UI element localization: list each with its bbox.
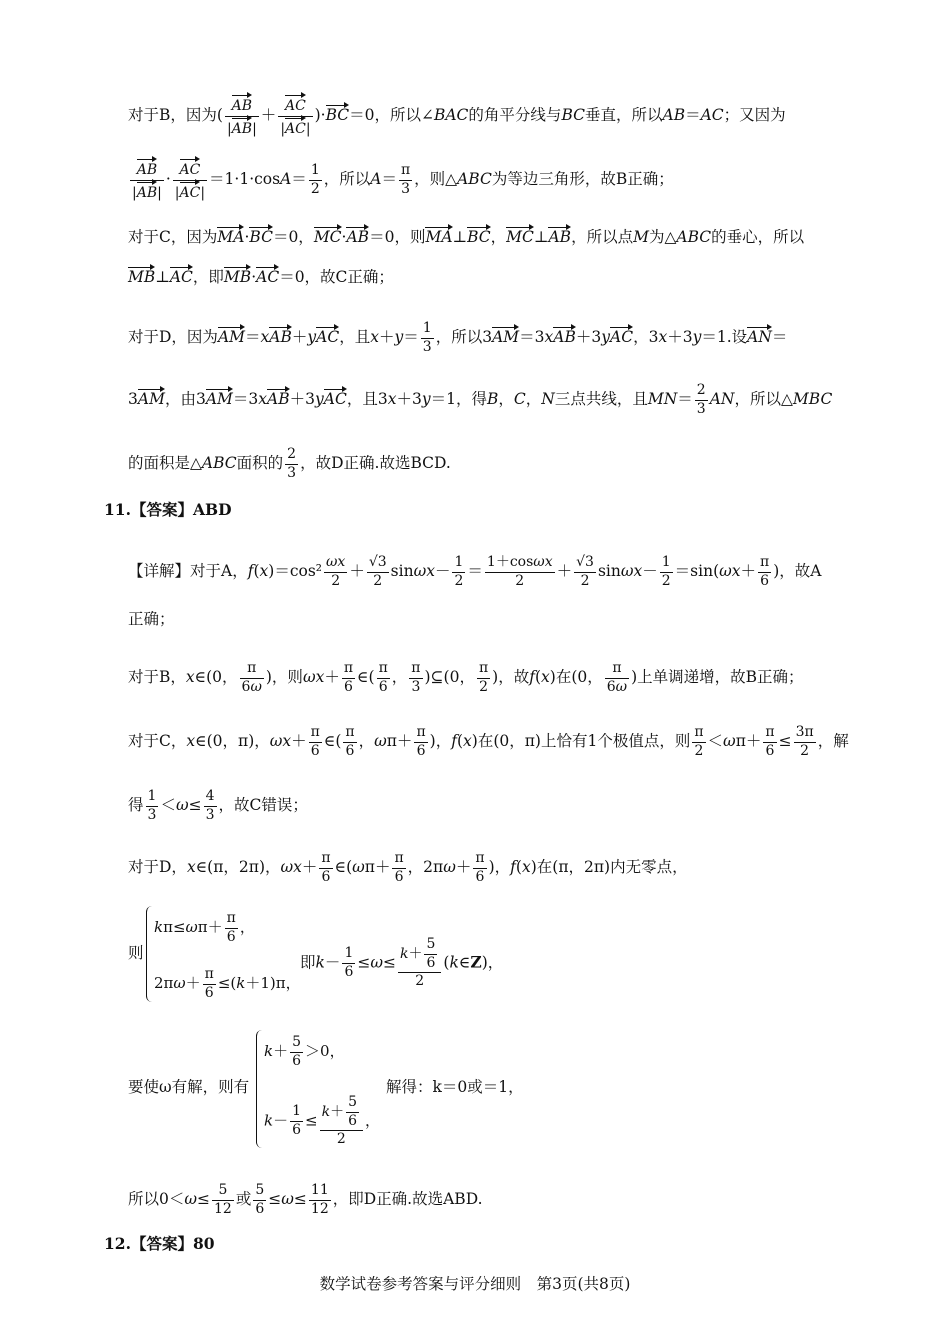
option-c-line1: 对于C，因为MA·BC＝0，MC·AB＝0，则MA⊥BC，MC⊥AB，所以点M为△ABC的垂心，所以 <box>128 228 805 246</box>
q11-d-need: 要使ω有解，则有 <box>128 1078 250 1096</box>
q11-d-final: 所以0＜ω≤ $\frac{5}{12}$ 或 $\frac{5}{6}$ ≤ω≤ $\frac{11}{12}$ ，即D正确.故选ABD. <box>128 1182 483 1217</box>
option-b-line2: $\frac{AB}{|AB|}$ · $\frac{AC}{|AC|}$ ＝1·1·cosA＝ $\frac{1}{2}$ ，所以A＝ $\frac{\pi}{3}$ ，则△ABC为等边三角形，故B正确； <box>128 158 674 202</box>
option-c-line2: MB⊥AC，即MB·AC＝0，故C正确； <box>128 268 394 286</box>
q11-option-b: 对于B，x∈(0， $\frac{\pi}{6\omega}$ )，则ωx＋ $\frac{\pi}{6}$ ∈( $\frac{\pi}{6}$ ， $\frac{\pi}{3}$ )⊆(0， $\frac{\pi}{2}$ )，故f(x)在(0， $\frac{\pi}{6\omega}$ )上单调递增，故B正确； <box>128 660 804 695</box>
q11-a-end: 正确； <box>128 610 175 628</box>
option-d-line2: 3AM，由3AM＝3xAB＋3yAC，且3x＋3y＝1，得B，C，N三点共线，且MN＝ $\frac{2}{3}$ AN，所以△MBC <box>128 382 833 417</box>
question-12-answer: 12.【答案】80 <box>104 1234 215 1253</box>
option-b-line1: 对于B，因为( $\frac{AB}{|AB|}$ ＋ $\frac{AC}{|AC|}$ )·BC＝0，所以∠BAC的角平分线与BC垂直，所以AB＝AC；又因为 <box>128 94 786 138</box>
q11-detail-a: 【详解】对于A，f(x)＝cos² $\frac{\omega x}{2}$ ＋ $\frac{√3}{2}$ sinωx－ $\frac{1}{2}$ ＝ $\frac{1+\cos\omega x}{2}$ ＋ $\frac{√3}{2}$ sinωx－ $\frac{1}{2}$ ＝sin(ωx＋ $\frac{\pi}{6}$ )，故A <box>128 554 822 589</box>
q11-d-ie: 即k－ $\frac{1}{6}$ ≤ω≤ k＋ $\frac{5}{6}$ 2 (k∈Z)， <box>300 936 504 989</box>
b-line1-text-pre: 对于B，因为( <box>128 106 223 124</box>
q11-option-d-line1: 对于D，x∈(π，2π)，ωx＋ $\frac{\pi}{6}$ ∈(ωπ＋ $\frac{\pi}{6}$ ，2πω＋ $\frac{\pi}{6}$ )，f(x)在(π，2π)内无零点， <box>128 850 688 885</box>
page-footer: 数学试卷参考答案与评分细则 第3页(共8页) <box>319 1275 631 1293</box>
q11-d-solve: 解得：k＝0或＝1， <box>386 1078 524 1096</box>
option-d-line3: 的面积是△ABC面积的 $\frac{2}{3}$ ，故D正确.故选BCD. <box>128 446 451 481</box>
system-brace-1: kπ≤ωπ＋ $\frac{\pi}{6}$ ， 2πω＋ $\frac{\pi}{6}$ ≤(k＋1)π， <box>146 906 326 1002</box>
q11-option-c-line1: 对于C，x∈(0，π)，ωx＋ $\frac{\pi}{6}$ ∈( $\frac{\pi}{6}$ ，ωπ＋ $\frac{\pi}{6}$ )，f(x)在(0，π)上恰有1个极值点，则 $\frac{\pi}{2}$ ＜ωπ＋ $\frac{\pi}{6}$ ≤ $\frac{3\pi}{2}$ ，解 <box>128 724 849 759</box>
system-brace-2: k＋ $\frac{5}{6}$ ＞0， k－ $\frac{1}{6}$ ≤ k＋ $\frac{5}{6}$ 2 ， <box>256 1030 396 1148</box>
question-11-answer: 11.【答案】ABD <box>104 500 232 519</box>
q11-option-c-line2: 得 $\frac{1}{3}$ ＜ω≤ $\frac{4}{3}$ ，故C错误； <box>128 788 308 823</box>
q11-d-then: 则 <box>128 944 144 962</box>
option-d-line1: 对于D，因为AM＝xAB＋yAC，且x＋y＝ $\frac{1}{3}$ ，所以3AM＝3xAB＋3yAC，3x＋3y＝1.设AN＝ <box>128 320 788 355</box>
